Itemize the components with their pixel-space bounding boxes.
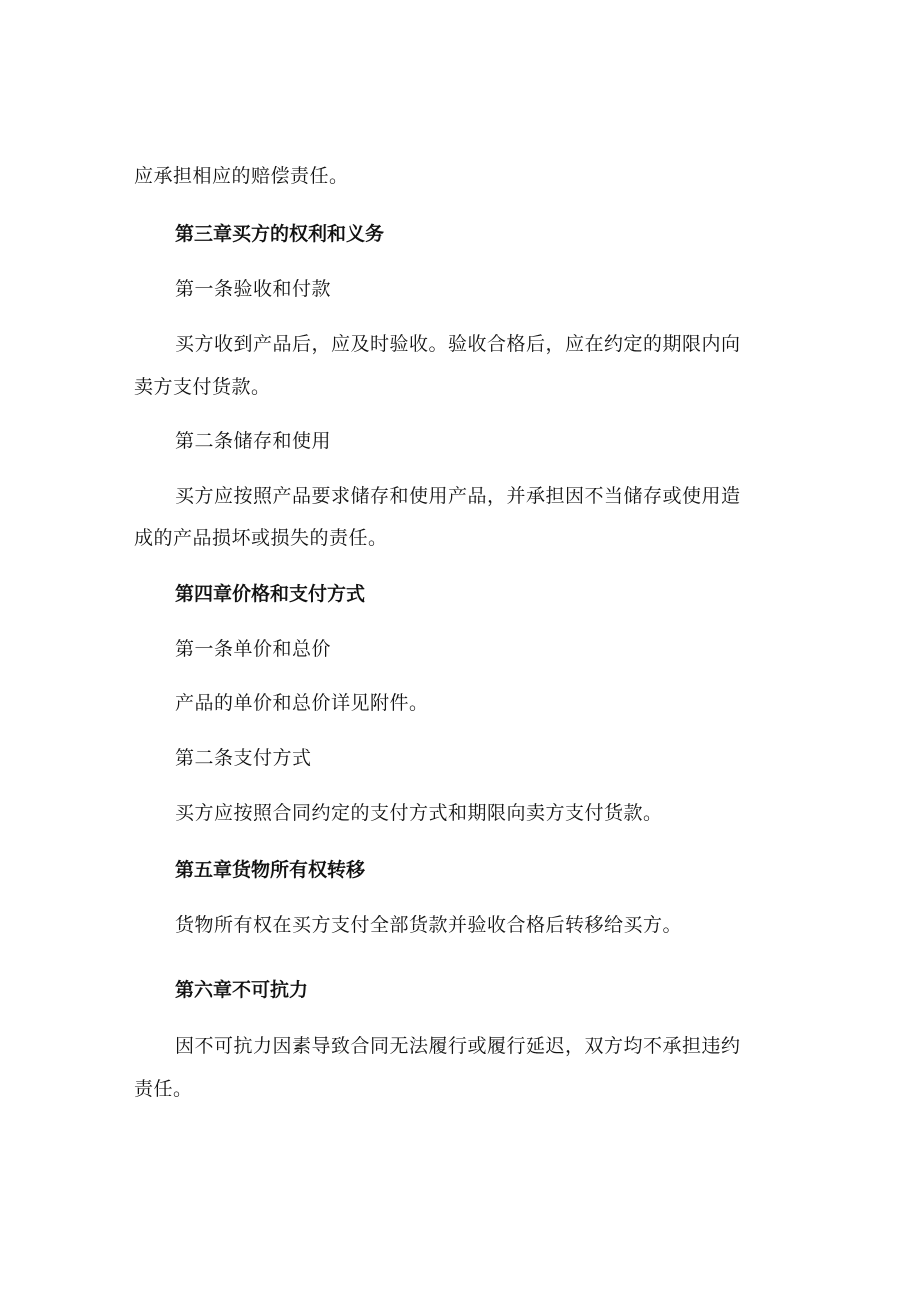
chapter-4-article-1-body: 产品的单价和总价详见附件。 xyxy=(175,692,429,714)
chapter-6-body-line-2: 责任。 xyxy=(134,1078,193,1100)
chapter-3-article-1-body-line-2: 卖方支付货款。 xyxy=(134,376,271,398)
chapter-3-article-2-body-line-1: 买方应按照产品要求储存和使用产品，并承担因不当储存或使用造 xyxy=(175,485,741,507)
chapter-4-title: 第四章价格和支付方式 xyxy=(175,583,366,605)
chapter-3-title: 第三章买方的权利和义务 xyxy=(175,223,385,245)
chapter-4-article-2-title: 第二条支付方式 xyxy=(175,747,312,769)
chapter-3-article-2-title: 第二条储存和使用 xyxy=(175,430,332,452)
chapter-4-article-2-body: 买方应按照合同约定的支付方式和期限向卖方支付货款。 xyxy=(175,802,663,824)
chapter-6-title: 第六章不可抗力 xyxy=(175,979,309,1001)
chapter-4-article-1-title: 第一条单价和总价 xyxy=(175,638,332,660)
chapter-5-body: 货物所有权在买方支付全部货款并验收合格后转移给买方。 xyxy=(175,914,683,936)
chapter-6-body-line-1: 因不可抗力因素导致合同无法履行或履行延迟，双方均不承担违约 xyxy=(175,1035,741,1057)
chapter-3-article-2-body-line-2: 成的产品损坏或损失的责任。 xyxy=(134,527,388,549)
previous-clause-tail: 应承担相应的赔偿责任。 xyxy=(134,165,349,187)
chapter-5-title: 第五章货物所有权转移 xyxy=(175,859,366,881)
chapter-3-article-1-body-line-1: 买方收到产品后，应及时验收。验收合格后，应在约定的期限内向 xyxy=(175,333,741,355)
chapter-3-article-1-title: 第一条验收和付款 xyxy=(175,278,332,300)
